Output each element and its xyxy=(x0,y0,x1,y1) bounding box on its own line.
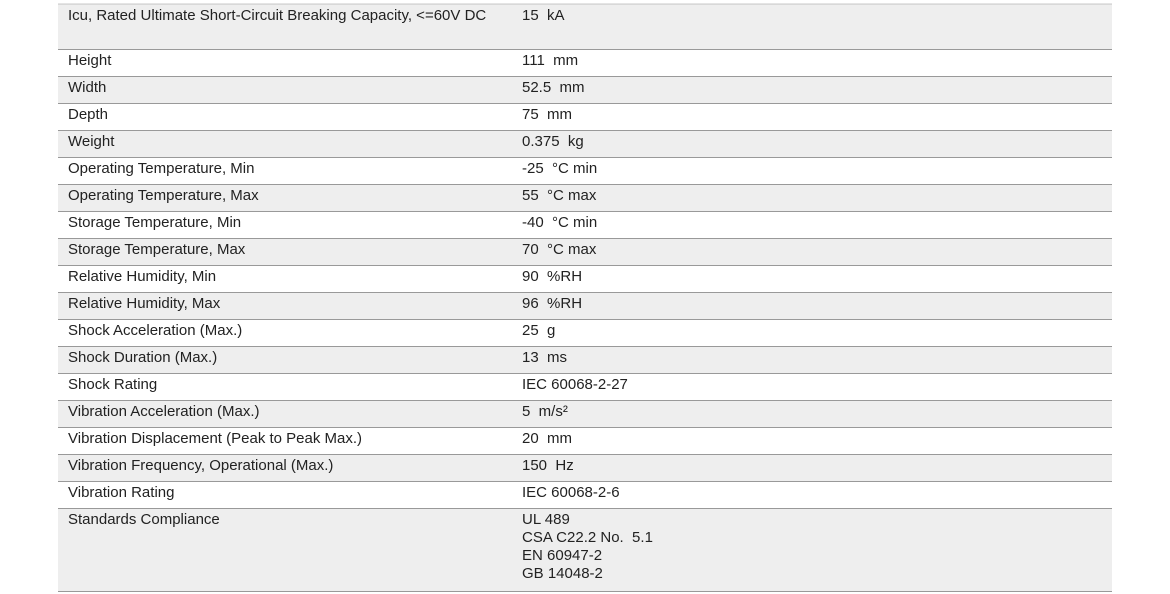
spec-value: 13 ms xyxy=(512,347,1112,374)
standard-item: GB 14048-2 xyxy=(522,565,603,582)
standard-item: CSA C22.2 No. 5.1 xyxy=(522,529,653,546)
table-row xyxy=(58,428,1112,455)
spec-value: 15 kA xyxy=(512,5,1112,50)
spec-value: 75 mm xyxy=(512,104,1112,131)
spec-label: Shock Rating xyxy=(58,374,512,401)
table-row xyxy=(58,104,1112,131)
table-row xyxy=(58,509,1112,592)
table-row xyxy=(58,239,1112,266)
table-row xyxy=(58,401,1112,428)
spec-value: 52.5 mm xyxy=(512,77,1112,104)
table-row xyxy=(58,266,1112,293)
table-row xyxy=(58,320,1112,347)
table-row xyxy=(58,482,1112,509)
table-row xyxy=(58,50,1112,77)
spec-label: Icu, Rated Ultimate Short-Circuit Breaking Capacity, <=60V DC xyxy=(58,5,512,50)
spec-label: Vibration Acceleration (Max.) xyxy=(58,401,512,428)
spec-label: Storage Temperature, Max xyxy=(58,239,512,266)
spec-value: 0.375 kg xyxy=(512,131,1112,158)
spec-label: Relative Humidity, Min xyxy=(58,266,512,293)
table-row xyxy=(58,293,1112,320)
spec-label: Storage Temperature, Min xyxy=(58,212,512,239)
table-row xyxy=(58,212,1112,239)
spec-value: 5 m/s² xyxy=(512,401,1112,428)
table-row xyxy=(58,455,1112,482)
standard-item: UL 489 xyxy=(522,511,570,528)
spec-label: Standards Compliance xyxy=(58,509,512,592)
spec-value: -40 °C min xyxy=(512,212,1112,239)
table-row xyxy=(58,5,1112,50)
spec-label: Width xyxy=(58,77,512,104)
table-row xyxy=(58,185,1112,212)
spec-value: 150 Hz xyxy=(512,455,1112,482)
spec-value: 55 °C max xyxy=(512,185,1112,212)
spec-value: 70 °C max xyxy=(512,239,1112,266)
spec-label: Relative Humidity, Max xyxy=(58,293,512,320)
table-row xyxy=(58,158,1112,185)
spec-value: 111 mm xyxy=(512,50,1112,77)
spec-value: 20 mm xyxy=(512,428,1112,455)
spec-label: Operating Temperature, Max xyxy=(58,185,512,212)
spec-label: Weight xyxy=(58,131,512,158)
table-row xyxy=(58,131,1112,158)
spec-label: Operating Temperature, Min xyxy=(58,158,512,185)
spec-label: Depth xyxy=(58,104,512,131)
spec-value: IEC 60068-2-6 xyxy=(512,482,1112,509)
spec-value: 90 %RH xyxy=(512,266,1112,293)
spec-value: IEC 60068-2-27 xyxy=(512,374,1112,401)
spec-label: Vibration Frequency, Operational (Max.) xyxy=(58,455,512,482)
spec-label: Vibration Displacement (Peak to Peak Max.) xyxy=(58,428,512,455)
table-row xyxy=(58,347,1112,374)
spec-value: 96 %RH xyxy=(512,293,1112,320)
spec-label: Shock Duration (Max.) xyxy=(58,347,512,374)
spec-label: Shock Acceleration (Max.) xyxy=(58,320,512,347)
spec-value: -25 °C min xyxy=(512,158,1112,185)
specifications-table xyxy=(58,4,1112,592)
standard-item: EN 60947-2 xyxy=(522,547,603,564)
table-row xyxy=(58,77,1112,104)
spec-value: 25 g xyxy=(512,320,1112,347)
spec-label: Vibration Rating xyxy=(58,482,512,509)
table-row xyxy=(58,374,1112,401)
spec-label: Height xyxy=(58,50,512,77)
spec-value-list xyxy=(512,509,1112,592)
